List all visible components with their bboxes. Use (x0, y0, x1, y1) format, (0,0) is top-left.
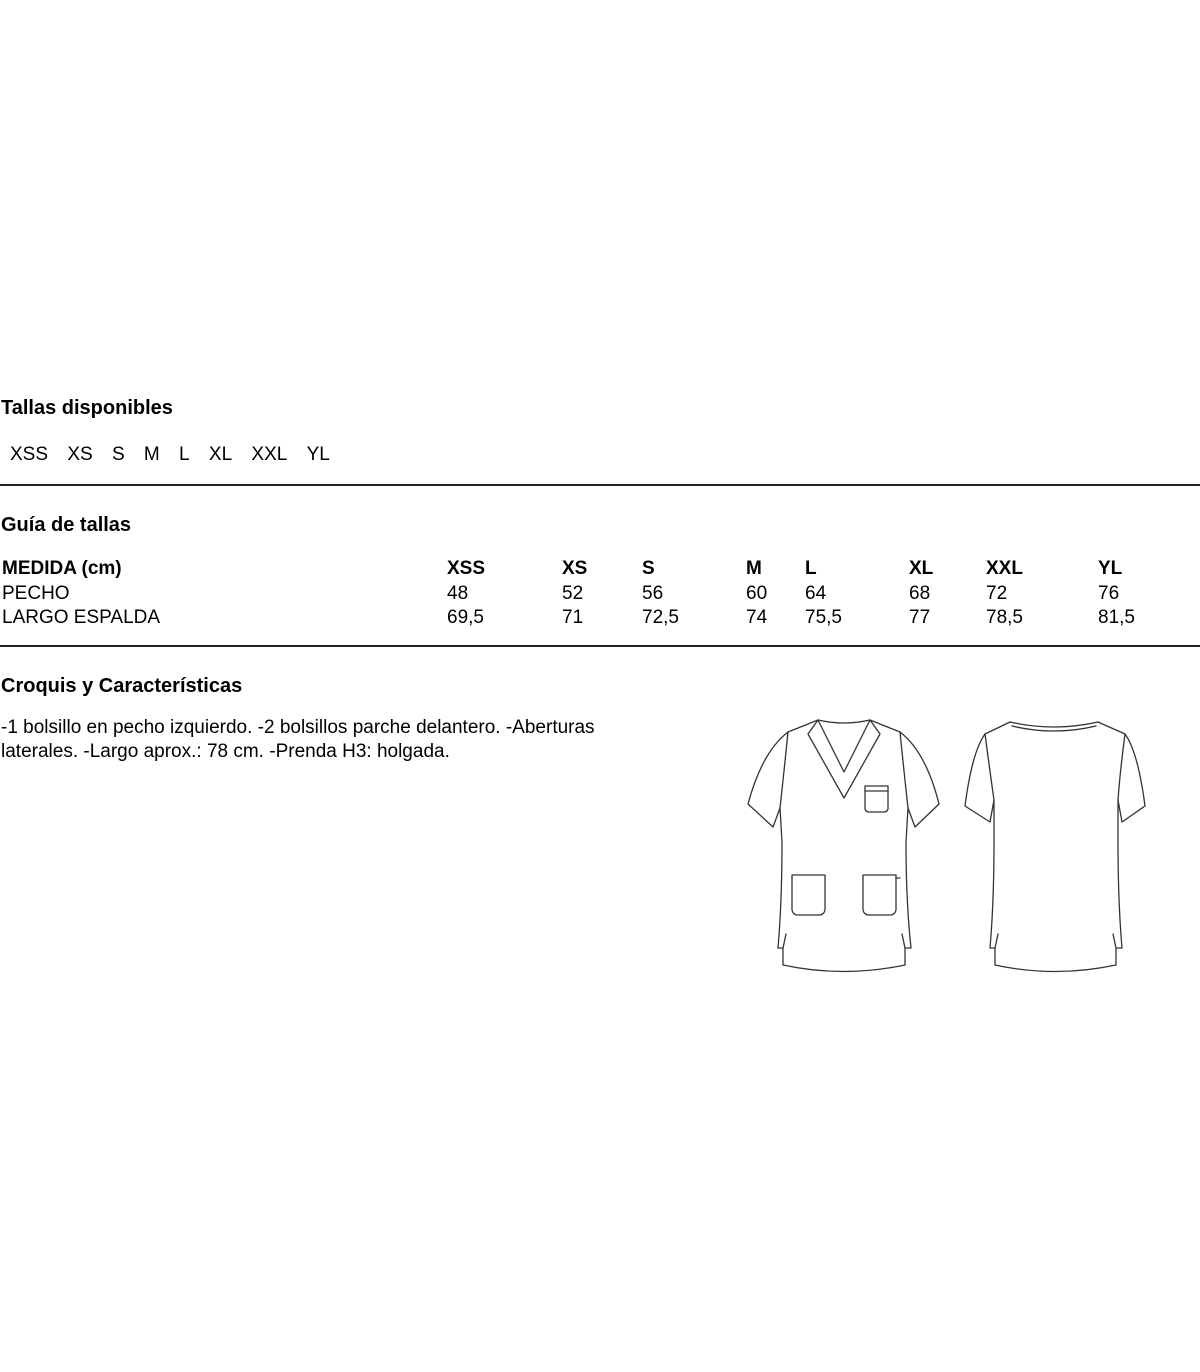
table-cell: 77 (909, 607, 931, 628)
table-header-cell: XL (909, 558, 934, 579)
table-header-cell: XS (562, 558, 588, 579)
table-cell: 48 (447, 582, 469, 604)
size-guide-table (0, 558, 1200, 632)
table-row (0, 607, 1200, 632)
table-row (0, 583, 1200, 608)
table-cell: 68 (909, 582, 931, 604)
table-cell: PECHO (2, 582, 70, 604)
size-chip: XL (208, 444, 233, 465)
table-header-cell: YL (1098, 558, 1123, 579)
table-cell: 72 (986, 582, 1008, 604)
section-divider (0, 645, 1200, 647)
size-chip: XS (67, 444, 93, 465)
table-header-cell: XXL (986, 558, 1023, 579)
table-header-cell: MEDIDA (cm) (2, 558, 122, 579)
section-divider (0, 484, 1200, 486)
table-cell: 78,5 (986, 607, 1023, 628)
table-cell: 60 (746, 582, 768, 604)
table-cell: 56 (642, 582, 664, 604)
table-cell: 75,5 (805, 607, 842, 628)
table-header-cell: XSS (447, 558, 486, 579)
table-header-cell: S (642, 558, 655, 579)
available-sizes-list (10, 444, 344, 466)
table-cell: 69,5 (447, 607, 484, 628)
table-header-cell: L (805, 558, 817, 579)
table-cell: 64 (805, 582, 827, 604)
garment-front-sketch (748, 720, 939, 972)
size-chip: XSS (10, 444, 49, 465)
table-header-row (0, 558, 1200, 583)
table-cell: 76 (1098, 582, 1120, 604)
table-header-cell: M (746, 558, 762, 579)
garment-sketch (740, 712, 1160, 982)
size-chip: S (111, 444, 125, 465)
size-guide-title: Guía de tallas (1, 514, 132, 536)
available-sizes-title: Tallas disponibles (1, 397, 173, 419)
size-chip: YL (306, 444, 330, 465)
features-description: -1 bolsillo en pecho izquierdo. -2 bolsillos parche delantero. -Aberturas laterales. -Largo aprox.: 78 cm. -Prenda H3: holgada. (1, 717, 595, 762)
table-cell: 74 (746, 607, 768, 628)
table-cell: 52 (562, 582, 584, 604)
table-cell: 72,5 (642, 607, 679, 628)
size-chip: XXL (251, 444, 288, 465)
table-cell: 71 (562, 607, 584, 628)
size-chip: L (179, 444, 190, 465)
size-chip: M (143, 444, 160, 465)
table-cell: LARGO ESPALDA (2, 607, 161, 628)
table-cell: 81,5 (1098, 607, 1135, 628)
features-title: Croquis y Características (1, 675, 243, 697)
garment-back-sketch (965, 722, 1145, 972)
